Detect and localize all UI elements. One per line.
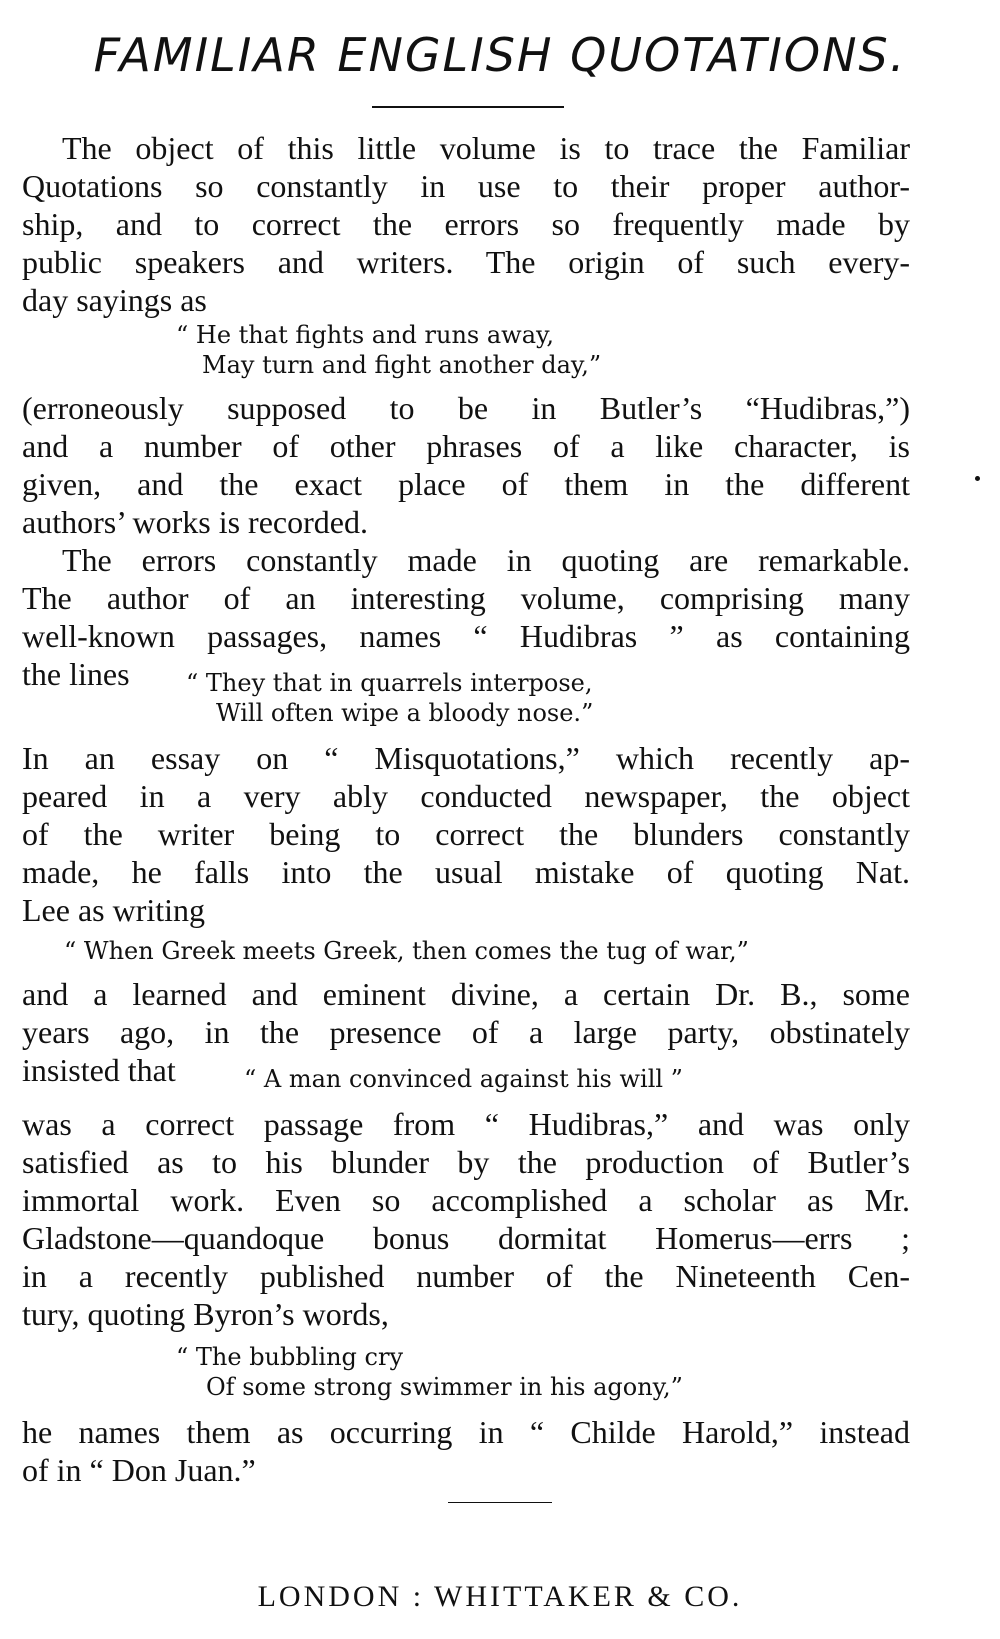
quotation-line: “ The bubbling cry xyxy=(176,1343,404,1371)
text-line: public speakers and writers. The origin of such every- xyxy=(22,244,910,280)
text-line: The author of an interesting volume, comprising many xyxy=(22,580,910,616)
quotation-line: May turn and fight another day,” xyxy=(202,351,602,379)
text-line: of the writer being to correct the blunders constantly xyxy=(22,816,910,852)
text-line: well-known passages, names “ Hudibras ” as containing xyxy=(22,618,910,654)
text-line: given, and the exact place of them in the different xyxy=(22,466,910,502)
text-line: ship, and to correct the errors so frequently made by xyxy=(22,206,910,242)
text-line: made, he falls into the usual mistake of quoting Nat. xyxy=(22,854,910,890)
quotation-line: Of some strong swimmer in his agony,” xyxy=(206,1373,683,1401)
text-line: The errors constantly made in quoting are remarkable. xyxy=(62,542,910,578)
text-line: authors’ works is recorded. xyxy=(22,504,368,540)
text-line: the lines xyxy=(22,656,130,692)
text-line: tury, quoting Byron’s words, xyxy=(22,1296,389,1332)
margin-speck xyxy=(975,476,980,481)
title-rule xyxy=(372,106,564,108)
quotation-line: “ A man convinced against his will ” xyxy=(244,1065,683,1093)
text-line: insisted that xyxy=(22,1052,176,1088)
text-line: peared in a very ably conducted newspaper, the object xyxy=(22,778,910,814)
text-line: Quotations so constantly in use to their proper author- xyxy=(22,168,910,204)
publisher-imprint: LONDON : WHITTAKER & CO. xyxy=(257,1580,743,1613)
text-line: years ago, in the presence of a large party, obstinately xyxy=(22,1014,910,1050)
quotation-line: “ When Greek meets Greek, then comes the tug of war,” xyxy=(64,937,749,965)
page-title: FAMILIAR ENGLISH QUOTATIONS. xyxy=(93,28,907,82)
text-line: In an essay on “ Misquotations,” which recently ap- xyxy=(22,740,910,776)
imprint-rule xyxy=(448,1502,552,1503)
text-line: day sayings as xyxy=(22,282,207,318)
text-line: immortal work. Even so accomplished a scholar as Mr. xyxy=(22,1182,910,1218)
quotation-line: Will often wipe a bloody nose.” xyxy=(216,699,594,727)
quotation-line: “ They that in quarrels interpose, xyxy=(186,669,593,697)
text-line: and a learned and eminent divine, a certain Dr. B., some xyxy=(22,976,910,1012)
text-line: Gladstone—quandoque bonus dormitat Homerus—errs ; xyxy=(22,1220,910,1256)
text-line: Lee as writing xyxy=(22,892,206,928)
quotation-line: “ He that fights and runs away, xyxy=(176,321,555,349)
text-line: The object of this little volume is to trace the Familiar xyxy=(62,130,910,166)
text-line: in a recently published number of the Nineteenth Cen- xyxy=(22,1258,910,1294)
text-line: (erroneously supposed to be in Butler’s “Hudibras,”) xyxy=(22,390,910,426)
text-line: and a number of other phrases of a like character, is xyxy=(22,428,910,464)
text-line: was a correct passage from “ Hudibras,” and was only xyxy=(22,1106,910,1142)
text-line: of in “ Don Juan.” xyxy=(22,1452,256,1488)
text-line: satisfied as to his blunder by the production of Butler’s xyxy=(22,1144,910,1180)
text-line: he names them as occurring in “ Childe Harold,” instead xyxy=(22,1414,910,1450)
